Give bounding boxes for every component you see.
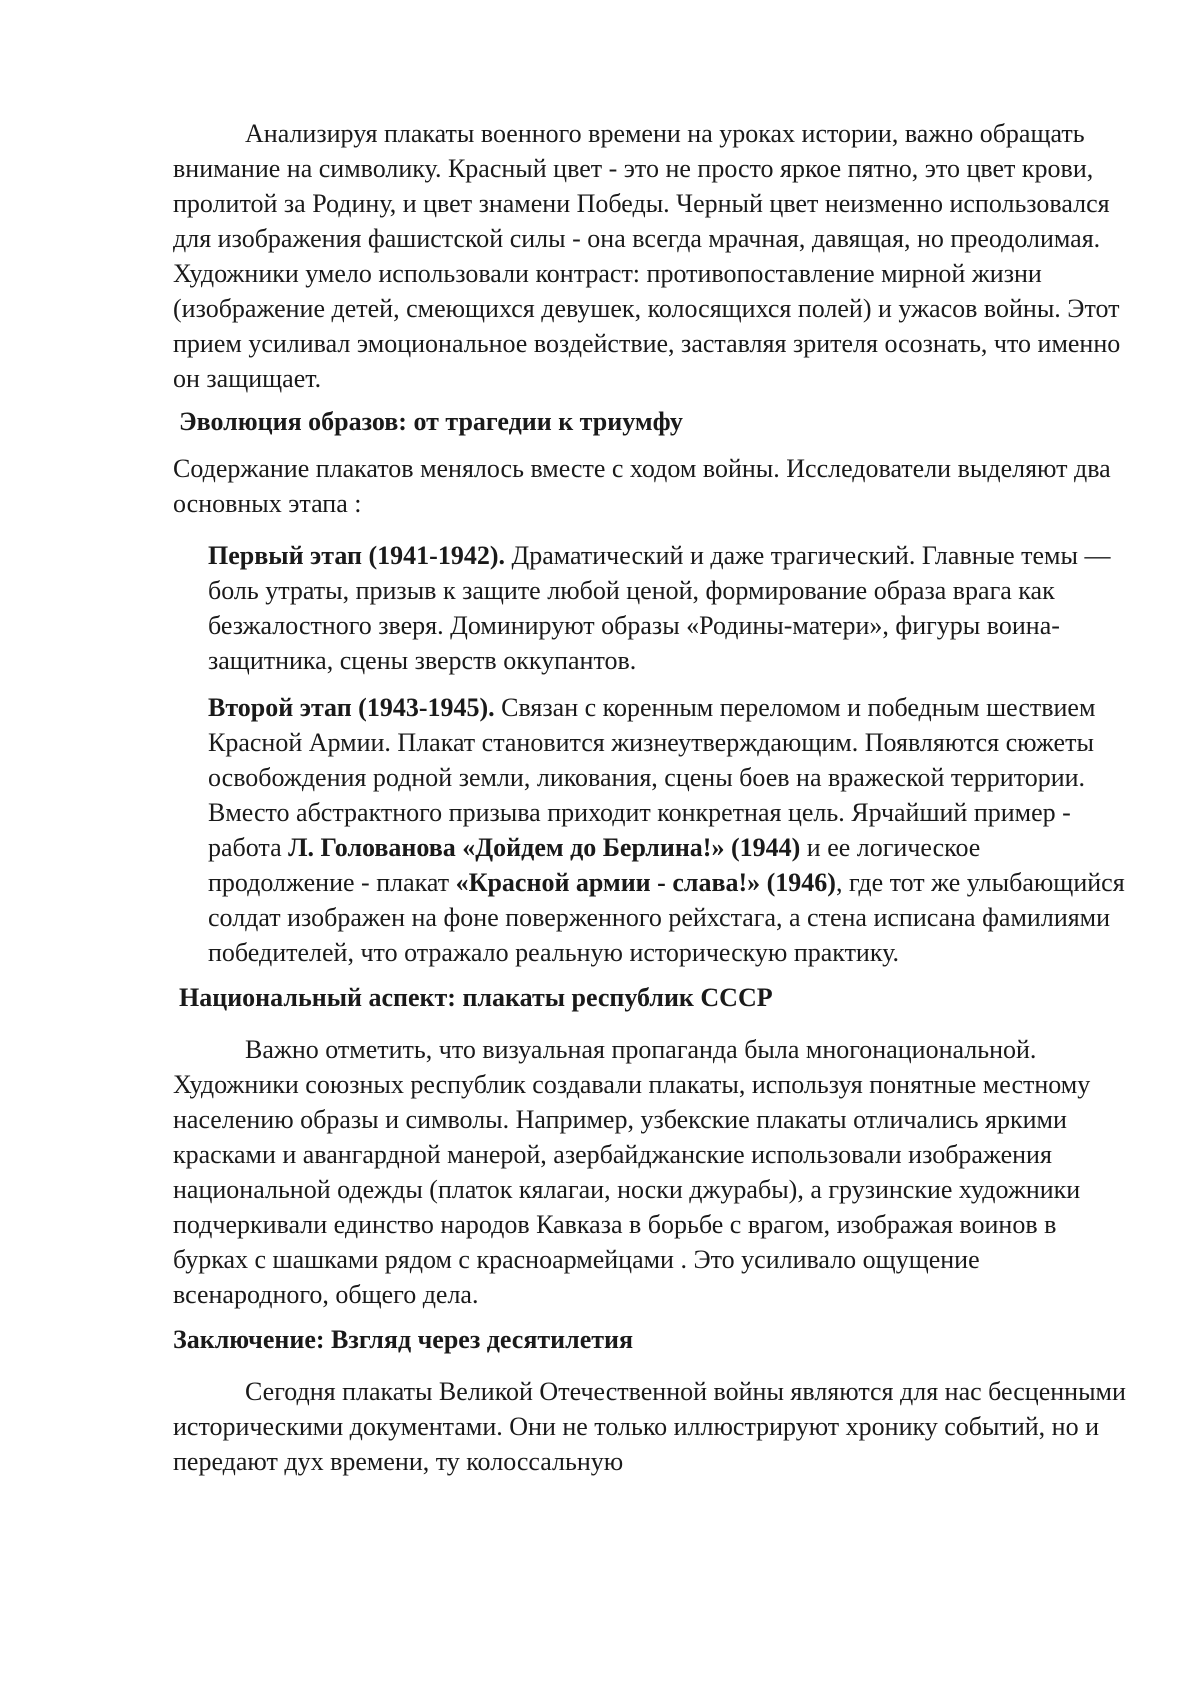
- stage2-item: [208, 690, 1133, 970]
- stage2-bold-1: Л. Голованова «Дойдем до Берлина!» (1944): [288, 833, 801, 862]
- paragraph-intro: Анализируя плакаты военного времени на уроках истории, важно обращать внимание на символику. Красный цвет - это не просто яркое пятно, это цвет крови, пролитой за Родину, и цвет знамени Победы. Черный цвет неизменно использовался для изображения фашистской силы - она всегда мрачная, давящая, но преодолимая. Художники умело использовали контраст: противопоставление мирной жизни (изображение детей, смеющихся девушек, колосящихся полей) и ужасов войны. Этот прием усиливал эмоциональное воздействие, заставляя зрителя осознать, что именно он защищает.: [173, 119, 1121, 393]
- heading-evolution: Эволюция образов: от трагедии к триумфу: [179, 407, 683, 436]
- document-page: [173, 116, 1133, 1479]
- paragraph-evolution-intro: Содержание плакатов менялось вместе с ходом войны. Исследователи выделяют два основных этапа :: [173, 454, 1111, 518]
- stage2-text-3: , где тот же улыбающийся солдат изображен на фоне поверженного рейхстага, а стена исписана фамилиями победителей, что отражало реальную историческую практику.: [208, 868, 1125, 967]
- stage2-label: Второй этап (1943-1945).: [208, 693, 495, 722]
- paragraph-conclusion: Сегодня плакаты Великой Отечественной войны являются для нас бесценными историческими документами. Они не только иллюстрируют хронику событий, но и передают дух времени, ту колоссальную: [173, 1377, 1126, 1476]
- stage2-text-1: Связан с коренным переломом и победным шествием Красной Армии. Плакат становится жизнеутверждающим. Появляются сюжеты освобождения родной земли, ликования, сцены боев на вражеской территории. Вместо абстрактного призыва приходит конкретная цель. Ярчайший пример - работа: [208, 693, 1096, 862]
- heading-conclusion: Заключение: Взгляд через десятилетия: [173, 1325, 634, 1354]
- stage2-bold-2: «Красной армии - слава!» (1946): [455, 868, 836, 897]
- stage2-text-2: и ее логическое продолжение - плакат: [208, 833, 981, 897]
- stage1-label: Первый этап (1941-1942).: [208, 541, 505, 570]
- heading-national: Национальный аспект: плакаты республик СССР: [179, 983, 773, 1012]
- paragraph-national: Важно отметить, что визуальная пропаганда была многонациональной. Художники союзных республик создавали плакаты, используя понятные местному населению образы и символы. Например, узбекские плакаты отличались яркими красками и авангардной манерой, азербайджанские использовали изображения национальной одежды (платок кялагаи, носки джурабы), а грузинские художники подчеркивали единство народов Кавказа в борьбе с врагом, изображая воинов в бурках с шашками рядом с красноармейцами . Это усиливало ощущение всенародного, общего дела.: [173, 1035, 1091, 1309]
- stage1-item: [208, 538, 1133, 678]
- stage1-text: Драматический и даже трагический. Главные темы — боль утраты, призыв к защите любой ценой, формирование образа врага как безжалостного зверя. Доминируют образы «Родины-матери», фигуры воина-защитника, сцены зверств оккупантов.: [208, 541, 1111, 675]
